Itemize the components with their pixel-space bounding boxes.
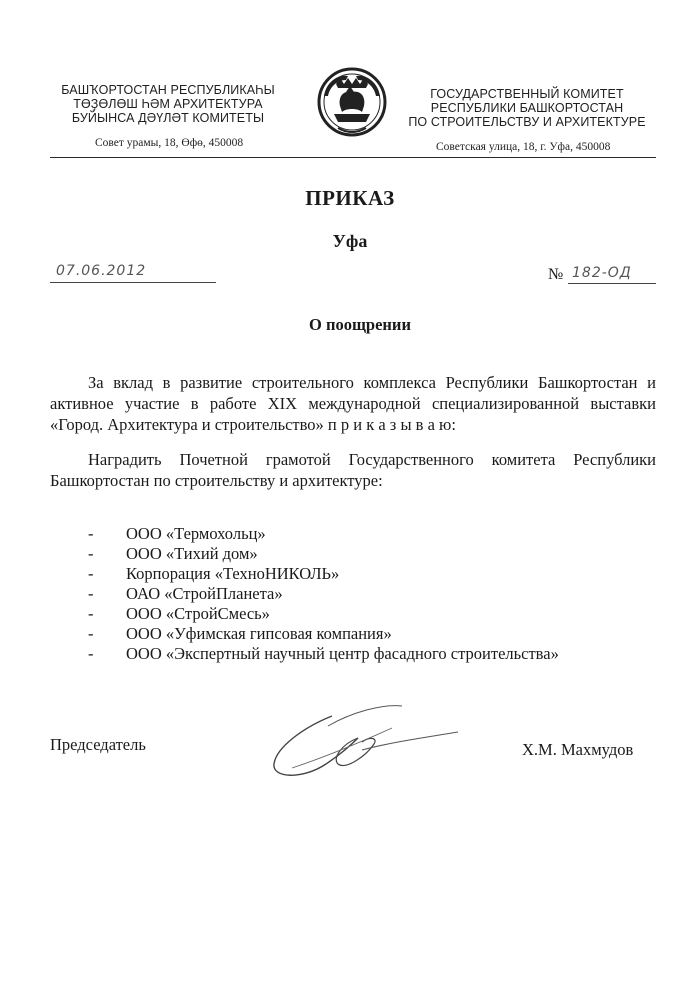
header-left-address: Совет урамы, 18, Өфө, 450008 xyxy=(95,137,244,149)
header-left-line: БУЙЫНСА ДӘҮЛӘТ КОМИТЕТЫ xyxy=(71,111,265,125)
awardee-name: Корпорация «ТехноНИКОЛЬ» xyxy=(126,564,340,583)
list-item xyxy=(88,644,559,664)
list-dash: - xyxy=(88,644,94,663)
header-right-org xyxy=(402,87,652,129)
awardee-name: ООО «Термохольц» xyxy=(126,524,266,543)
date-handwritten: 07.06.2012 xyxy=(56,263,147,279)
number-handwritten: 182-ОД xyxy=(572,265,632,281)
award-paragraph: Наградить Почетной грамотой Государственного комитета Республики Башкортостан по строительству и архитектуре: xyxy=(50,450,656,490)
signer-position: Председатель xyxy=(50,735,146,754)
number-label: № xyxy=(548,266,564,283)
list-item xyxy=(88,544,258,564)
header-right-address: Советская улица, 18, г. Уфа, 450008 xyxy=(436,141,611,153)
awardee-name: ООО «Тихий дом» xyxy=(126,544,258,563)
list-item xyxy=(88,564,339,584)
header-divider xyxy=(50,157,656,158)
list-dash: - xyxy=(88,604,94,623)
header-right-line: ПО СТРОИТЕЛЬСТВУ И АРХИТЕКТУРЕ xyxy=(408,115,646,129)
list-dash: - xyxy=(88,624,94,643)
order-paragraph: За вклад в развитие строительного комплекса Республики Башкортостан и активное участие в работе XIX международной специализированной выставки «Город. Архитектура и строительство» п р и к а з ы в а ю: xyxy=(50,373,656,434)
header-right-line: ГОСУДАРСТВЕННЫЙ КОМИТЕТ xyxy=(430,87,624,101)
signature-icon xyxy=(262,698,462,788)
document-subject: О поощрении xyxy=(309,315,411,334)
header-right-line: РЕСПУБЛИКИ БАШКОРТОСТАН xyxy=(430,101,624,115)
header-left-org xyxy=(48,83,288,125)
list-dash: - xyxy=(88,524,94,543)
bashkortostan-emblem-icon xyxy=(316,66,388,138)
awardee-name: ООО «Экспертный научный центр фасадного строительства» xyxy=(126,644,559,663)
list-item xyxy=(88,604,270,624)
awardee-name: ООО «СтройСмесь» xyxy=(126,604,270,623)
list-dash: - xyxy=(88,544,94,563)
list-item xyxy=(88,524,266,544)
number-field xyxy=(568,264,656,284)
list-item xyxy=(88,584,283,604)
document-title: ПРИКАЗ xyxy=(305,186,395,210)
awardee-name: ООО «Уфимская гипсовая компания» xyxy=(126,624,392,643)
header-left-line: ТӨҘӨЛӨШ ҺӘМ АРХИТЕКТУРА xyxy=(73,97,263,111)
date-field xyxy=(50,262,216,283)
list-dash: - xyxy=(88,584,94,603)
awardee-name: ОАО «СтройПланета» xyxy=(126,584,283,603)
document-city: Уфа xyxy=(332,231,368,251)
list-dash: - xyxy=(88,564,94,583)
list-item xyxy=(88,624,392,644)
signer-name: Х.М. Махмудов xyxy=(522,740,634,759)
header-left-line: БАШҠОРТОСТАН РЕСПУБЛИКАҺЫ xyxy=(61,83,275,97)
